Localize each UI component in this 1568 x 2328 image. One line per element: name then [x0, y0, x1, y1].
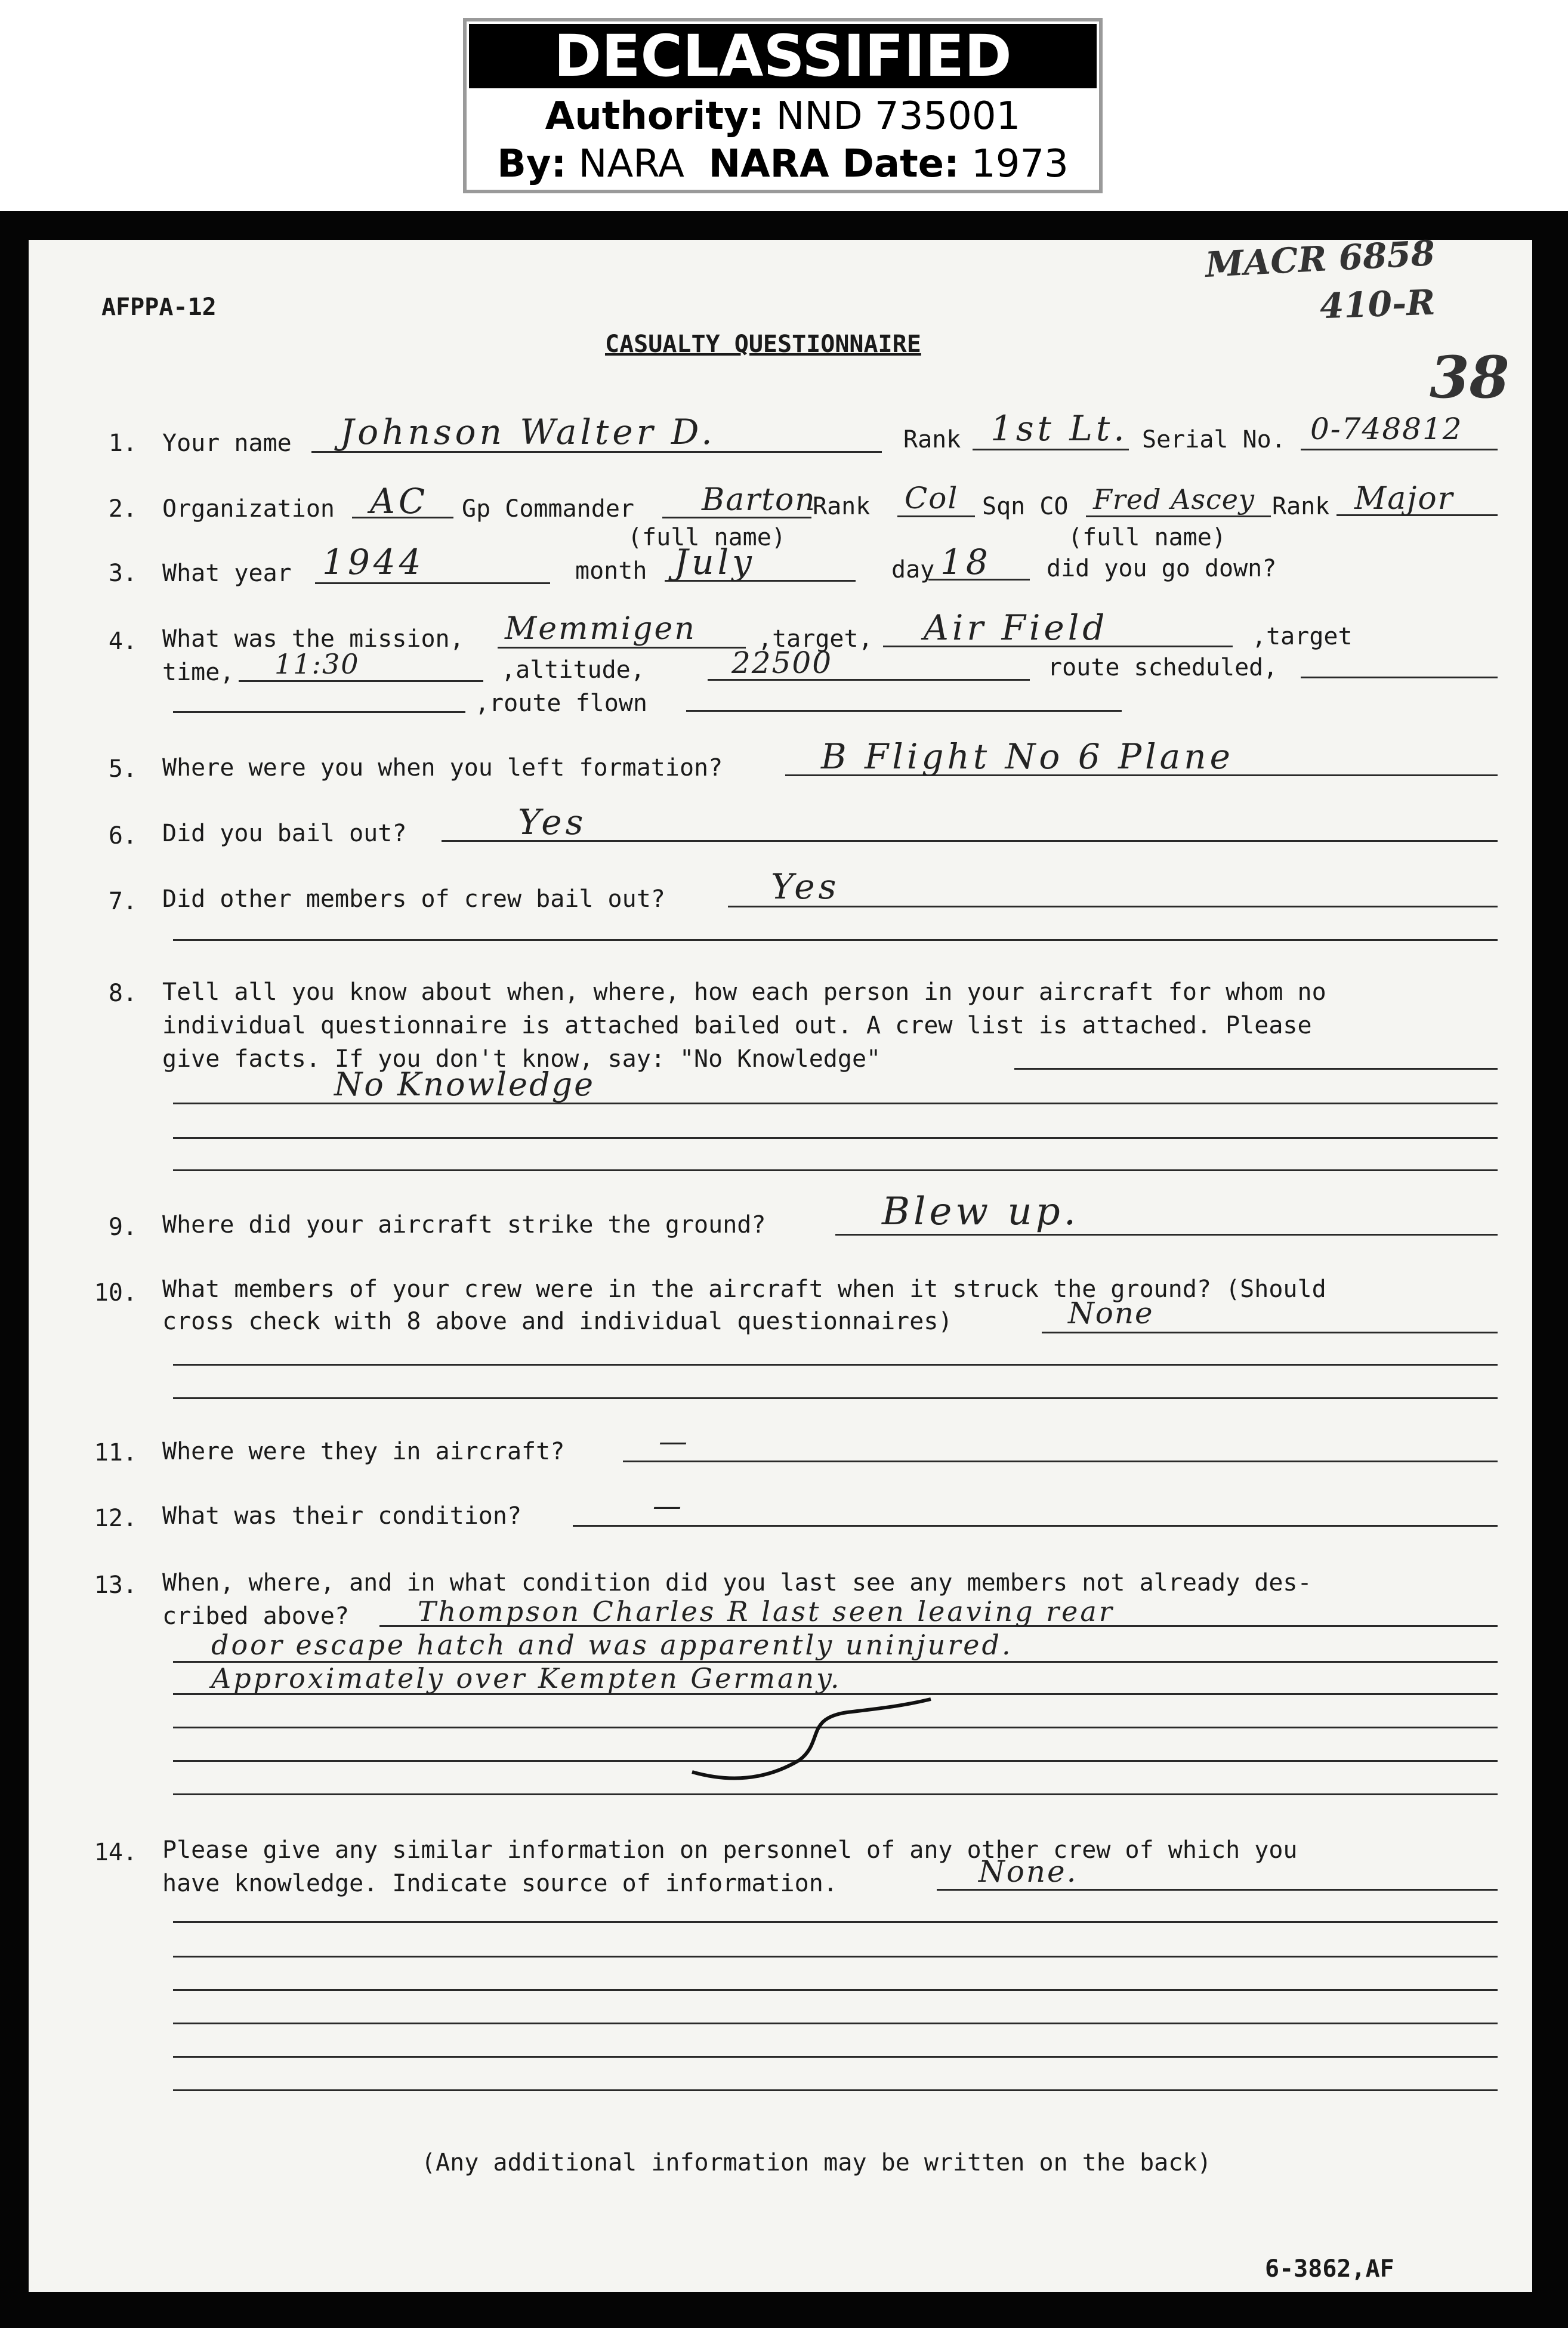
q13-ink-scrawl [686, 1694, 937, 1790]
q2-fullname-note-gp: (full name) [628, 524, 786, 551]
q2-sqn-value: Fred Ascey [1093, 483, 1255, 515]
q3-year-label: What year [162, 560, 292, 587]
q4-mission-value: Memmigen [505, 611, 696, 647]
q2-gp-label: Gp Commander [462, 495, 634, 523]
nara-date-label: NARA Date: [708, 142, 959, 186]
q8-line-a [1014, 1068, 1498, 1070]
q5-label: Where were you when you left formation? [162, 754, 723, 782]
q4-target-value: Air Field [924, 607, 1109, 648]
q8-line2: individual questionnaire is attached bailed out. A crew list is attached. Please [162, 1012, 1312, 1039]
q11-value: — [659, 1425, 691, 1458]
q13-value-1: Thompson Charles R last seen leaving rear [418, 1595, 1115, 1628]
q12-number: 12. [94, 1505, 137, 1532]
q4-route-scheduled-line-2 [173, 711, 465, 713]
q7-line-2 [173, 939, 1498, 941]
q13-line-f [173, 1793, 1498, 1795]
q4-time-value: 11:30 [274, 648, 360, 680]
q8-value: No Knowledge [334, 1066, 595, 1103]
q1-number: 1. [108, 430, 137, 457]
q1-name-label: Your name [162, 430, 292, 457]
q4-route-scheduled-label: route scheduled, [1048, 654, 1278, 681]
q9-number: 9. [108, 1214, 137, 1241]
q10-line-a [1042, 1332, 1498, 1333]
q3-year-line [315, 582, 550, 584]
q14-line-a [937, 1889, 1498, 1891]
q4-target-time-label: ,target [1252, 623, 1353, 650]
q12-line [573, 1525, 1498, 1527]
q2-rank-label: Rank [813, 493, 871, 520]
q7-number: 7. [108, 888, 137, 915]
q4-mission-line [498, 647, 746, 649]
q3-month-label: month [575, 557, 647, 585]
q13-value-3: Approximately over Kempten Germany. [211, 1662, 842, 1694]
authority-label: Authority: [545, 94, 764, 138]
q1-rank-line [973, 449, 1129, 450]
q10-number: 10. [94, 1279, 137, 1307]
q4-time-label: time, [162, 659, 234, 686]
q7-label: Did other members of crew bail out? [162, 885, 665, 913]
q3-year-value: 1944 [322, 542, 425, 582]
q2-gp-rank-value: Col [905, 481, 959, 515]
q14-line1: Please give any similar information on personnel of any other crew of which you [162, 1836, 1298, 1864]
q14-line-g [173, 2089, 1498, 2091]
q6-number: 6. [108, 822, 137, 850]
q13-line1: When, where, and in what condition did you last see any members not already des- [162, 1569, 1312, 1597]
corner-note-code: 410-R [1319, 282, 1436, 327]
q14-line-c [173, 1956, 1498, 1958]
q14-line-f [173, 2056, 1498, 2058]
q8-number: 8. [108, 980, 137, 1007]
q1-name-value: Johnson Walter D. [340, 412, 716, 452]
q9-label: Where did your aircraft strike the ground? [162, 1211, 766, 1239]
footer-note: (Any additional information may be written on the back) [421, 2149, 1212, 2176]
q13-number: 13. [94, 1571, 137, 1599]
q8-line-d [173, 1169, 1498, 1171]
q4-altitude-label: ,altitude, [501, 656, 645, 684]
q5-number: 5. [108, 755, 137, 783]
q11-number: 11. [94, 1439, 137, 1466]
q14-number: 14. [94, 1839, 137, 1866]
form-title: CASUALTY QUESTIONNAIRE [605, 331, 921, 358]
q11-line [623, 1461, 1498, 1462]
q7-line [728, 906, 1498, 907]
authority-value: NND 735001 [776, 94, 1021, 138]
q4-altitude-value: 22500 [731, 646, 833, 680]
q10-line-c [173, 1397, 1498, 1399]
q14-value: None. [979, 1854, 1078, 1889]
q14-line-b [173, 1921, 1498, 1923]
q4-route-scheduled-line [1301, 677, 1498, 678]
q9-value: Blew up. [882, 1190, 1080, 1234]
q3-day-label: day [891, 556, 935, 583]
by-label: By: [497, 142, 567, 186]
page-number: 38 [1430, 344, 1510, 411]
q10-value: None [1068, 1296, 1154, 1330]
q6-label: Did you bail out? [162, 820, 407, 847]
q1-serial-value: 0-748812 [1310, 412, 1463, 446]
nara-date-value: 1973 [971, 142, 1069, 186]
q7-value: Yes [771, 866, 840, 907]
q2-sqn-rank-value: Major [1354, 481, 1454, 517]
q10-line1: What members of your crew were in the aircraft when it struck the ground? (Should [162, 1276, 1326, 1303]
q13-value-2: door escape hatch and was apparently uninjured. [211, 1629, 1013, 1661]
q14-line-e [173, 2023, 1498, 2024]
q6-line [442, 840, 1498, 842]
q14-line2: have knowledge. Indicate source of information. [162, 1870, 838, 1897]
footer-code: 6-3862,AF [1265, 2255, 1394, 2283]
form-id: AFPPA-12 [101, 294, 217, 321]
q2-gp-rank-line [897, 515, 975, 517]
q2-fullname-note-sqn: (full name) [1068, 524, 1226, 551]
q1-serial-line [1301, 449, 1498, 450]
q13-line2: cribed above? [162, 1603, 350, 1630]
q8-line3: give facts. If you don't know, say: "No Knowledge" [162, 1045, 881, 1073]
q2-number: 2. [108, 495, 137, 523]
q4-time-line [239, 680, 483, 682]
q4-target-label: ,target, [758, 625, 873, 653]
q6-value: Yes [518, 802, 587, 842]
q12-label: What was their condition? [162, 1502, 522, 1530]
q12-value: — [653, 1489, 685, 1523]
q4-mission-label: What was the mission, [162, 625, 464, 653]
q3-end-label: did you go down? [1047, 555, 1277, 582]
declassified-heading: DECLASSIFIED [469, 24, 1097, 88]
q8-line1: Tell all you know about when, where, how each person in your aircraft for whom no [162, 978, 1326, 1006]
q9-line [835, 1234, 1498, 1236]
q4-route-flown-label: ,route flown [475, 690, 647, 717]
q5-value: B Flight No 6 Plane [821, 736, 1234, 777]
q8-line-c [173, 1137, 1498, 1139]
q2-sqn-line [1086, 515, 1271, 517]
q2-sqn-rank-label: Rank [1272, 493, 1330, 520]
q3-month-value: July [674, 542, 755, 582]
q3-day-value: 18 [940, 542, 992, 582]
q1-rank-label: Rank [903, 426, 961, 453]
q2-org-value: AC [370, 481, 429, 521]
by-value: NARA [578, 142, 684, 186]
q2-gp-value: Barton [702, 482, 816, 518]
q4-route-flown-line [686, 710, 1122, 712]
q2-org-label: Organization [162, 495, 335, 523]
q10-line2: cross check with 8 above and individual questionnaires) [162, 1308, 953, 1335]
q14-line-d [173, 1989, 1498, 1991]
q10-line-b [173, 1364, 1498, 1366]
corner-note-macr: MACR 6858 [1204, 232, 1436, 286]
q3-number: 3. [108, 560, 137, 587]
q1-rank-value: 1st Lt. [990, 408, 1128, 449]
q11-label: Where were they in aircraft? [162, 1438, 565, 1465]
q4-number: 4. [108, 628, 137, 655]
q1-serial-label: Serial No. [1142, 426, 1286, 453]
q2-sqn-label: Sqn CO [982, 493, 1069, 520]
